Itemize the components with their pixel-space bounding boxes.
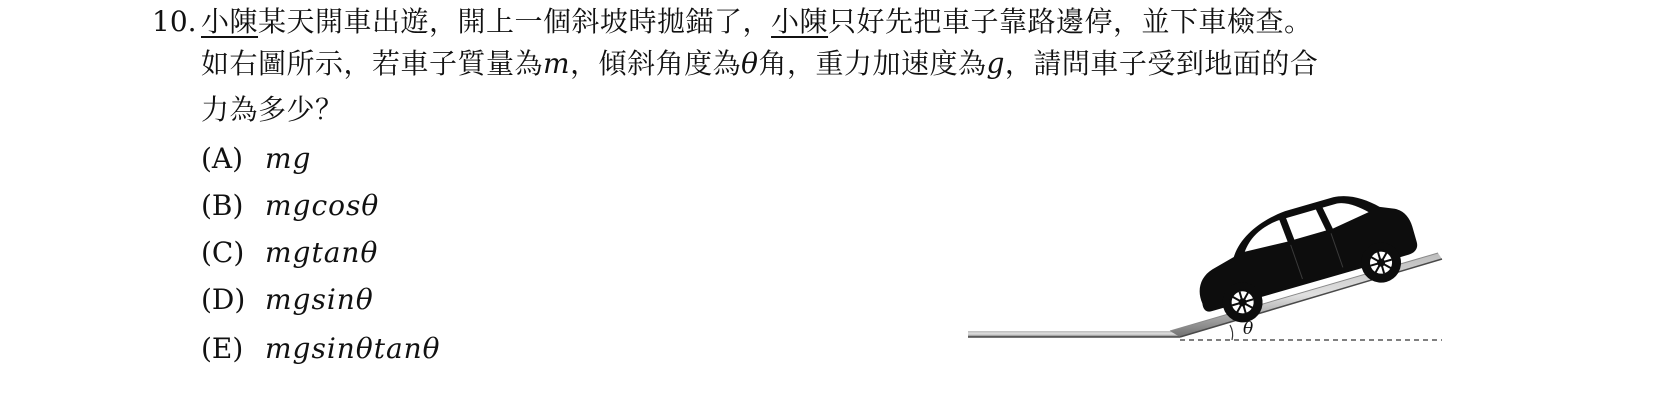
option-value: mgcosθ bbox=[265, 189, 380, 222]
question-text: ，請問車子受到地面的合 bbox=[1004, 47, 1319, 80]
question-line-1 bbox=[201, 2, 1313, 42]
mass-symbol: m bbox=[543, 47, 571, 80]
question-text: 角，重力加速度為 bbox=[758, 47, 987, 80]
option-label: (D) bbox=[201, 283, 246, 316]
question-line-2 bbox=[201, 44, 1318, 84]
option-label: (B) bbox=[201, 189, 244, 222]
option-label: (A) bbox=[201, 142, 244, 175]
option-label: (C) bbox=[201, 236, 245, 269]
car-silhouette bbox=[1184, 179, 1425, 333]
option-value: mg bbox=[265, 142, 312, 175]
option-c[interactable] bbox=[201, 233, 378, 273]
question-text: 只好先把車子靠路邊停，並下車檢查。 bbox=[828, 5, 1313, 38]
question-number: 10. bbox=[152, 5, 197, 38]
angle-arc bbox=[1230, 325, 1233, 340]
option-a[interactable] bbox=[201, 139, 311, 179]
gravity-symbol: g bbox=[986, 47, 1005, 80]
person-name: 小陳 bbox=[771, 5, 829, 38]
option-label: (E) bbox=[201, 332, 244, 365]
question-text: ，傾斜角度為 bbox=[570, 47, 742, 80]
option-d[interactable] bbox=[201, 280, 374, 320]
person-name: 小陳 bbox=[201, 5, 259, 38]
option-b[interactable] bbox=[201, 186, 379, 226]
option-value: mgsinθtanθ bbox=[265, 332, 441, 365]
option-value: mgsinθ bbox=[265, 283, 374, 316]
question-text: 某天開車出遊，開上一個斜坡時拋錨了， bbox=[258, 5, 772, 38]
angle-symbol: θ bbox=[741, 47, 759, 80]
angle-label: θ bbox=[1243, 319, 1254, 339]
incline-figure bbox=[960, 175, 1460, 365]
question-line-3: 力為多少？ bbox=[201, 93, 344, 126]
option-value: mgtanθ bbox=[265, 236, 379, 269]
question-text: 如右圖所示，若車子質量為 bbox=[201, 47, 544, 80]
option-e[interactable] bbox=[201, 329, 441, 369]
flat-ground bbox=[968, 331, 1180, 337]
